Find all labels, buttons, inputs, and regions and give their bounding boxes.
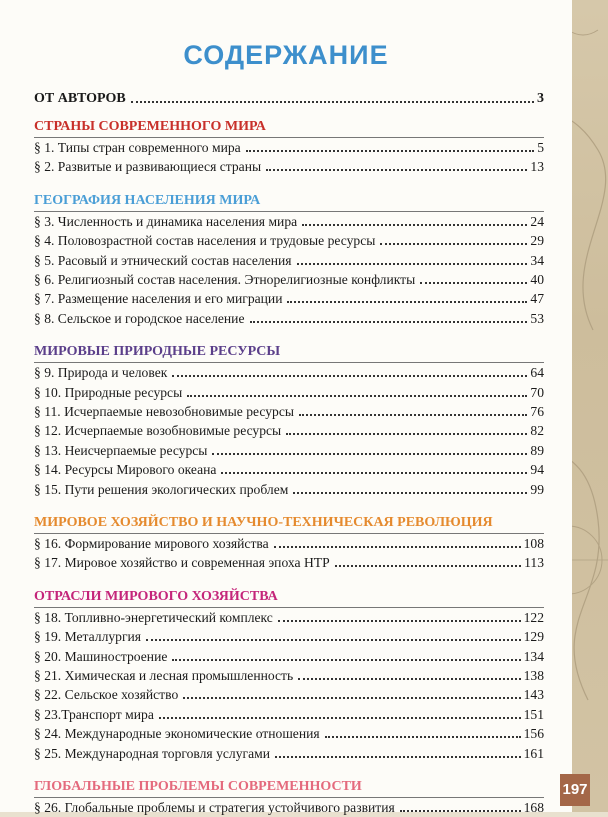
dot-leader — [221, 471, 527, 474]
toc-entry-page: 29 — [530, 233, 544, 249]
toc-entry-page: 82 — [530, 423, 544, 439]
dot-leader — [299, 413, 527, 416]
toc-entry-page: 99 — [530, 481, 544, 497]
toc-entry — [34, 459, 544, 479]
toc-entry-page: 134 — [523, 648, 544, 664]
toc-entry-label: § 16. Формирование мирового хозяйства — [34, 536, 269, 551]
dot-leader — [278, 619, 521, 622]
toc-entry-label: § 7. Размещение населения и его миграции — [34, 291, 283, 307]
toc-entry-page: 64 — [530, 365, 544, 381]
toc-entry-page: 113 — [524, 555, 544, 571]
toc-entry-label: § 23.Транспорт мира — [34, 706, 154, 722]
toc-entry-label: § 25. Международная торговля услугами — [34, 745, 270, 761]
toc-entry-page: 3 — [537, 91, 544, 106]
toc-entry-label: § 22. Сельское хозяйство — [34, 687, 179, 703]
toc-entry — [34, 797, 544, 817]
toc-entry-label: § 10. Природные ресурсы — [34, 384, 183, 400]
toc-entry-label: § 18. Топливно-энергетический комплекс — [34, 609, 273, 625]
dot-leader — [159, 716, 521, 719]
toc-entry — [34, 269, 544, 289]
dot-leader — [420, 281, 527, 284]
dot-leader — [172, 658, 520, 661]
toc-entry-page: 151 — [523, 706, 544, 722]
toc-entry — [34, 211, 544, 231]
toc-entry-label: § 19. Металлургия — [34, 629, 142, 645]
section-heading: МИРОВЫЕ ПРИРОДНЫЕ РЕСУРСЫ — [34, 344, 281, 360]
toc-entry-page: 129 — [523, 629, 544, 645]
toc-entry — [34, 420, 544, 440]
toc-entry-label: § 2. Развитые и развивающиеся страны — [34, 159, 262, 175]
toc-entry — [34, 533, 544, 553]
toc-entry-label: § 21. Химическая и лесная промышленность — [34, 668, 294, 683]
section-heading: МИРОВОЕ ХОЗЯЙСТВО И НАУЧНО-ТЕХНИЧЕСКАЯ РЕВОЛЮЦИЯ — [34, 515, 493, 530]
toc-entry — [34, 288, 544, 308]
toc-entry-label: § 15. Пути решения экологических проблем — [34, 481, 289, 497]
toc-entry-label: § 13. Неисчерпаемые ресурсы — [34, 442, 208, 458]
toc-entry — [34, 88, 544, 108]
toc-entry-page: 89 — [530, 442, 544, 458]
toc-entry-page: 122 — [523, 609, 544, 625]
toc-entry — [34, 250, 544, 270]
toc-entry — [34, 684, 544, 704]
toc-entry-label: ОТ АВТОРОВ — [34, 91, 126, 106]
dot-leader — [287, 300, 527, 303]
toc-entry — [34, 440, 544, 460]
toc-entry-label: § 4. Половозрастной состав населения и трудовые ресурсы — [34, 233, 376, 249]
toc-entry — [34, 308, 544, 328]
dot-leader — [293, 491, 527, 494]
dot-leader — [298, 677, 520, 680]
toc-entry — [34, 362, 544, 382]
toc-entry-label: § 14. Ресурсы Мирового океана — [34, 462, 217, 478]
toc-entry-page: 143 — [523, 687, 544, 703]
toc-entry-page: 34 — [530, 252, 544, 268]
dot-leader — [250, 320, 528, 323]
dot-leader — [302, 223, 527, 226]
toc-entry-page: 161 — [523, 745, 544, 761]
dot-leader — [335, 564, 521, 567]
toc-entry-page: 40 — [530, 272, 544, 287]
dot-leader — [187, 394, 527, 397]
toc-entry — [34, 552, 544, 572]
toc-entry — [34, 704, 544, 724]
toc-entry-page: 70 — [530, 384, 544, 400]
dot-leader — [183, 696, 520, 699]
toc-entry-label: § 24. Международные экономические отношения — [34, 726, 320, 742]
page-title: СОДЕРЖАНИЕ — [183, 40, 389, 70]
section-heading: СТРАНЫ СОВРЕМЕННОГО МИРА — [34, 119, 266, 134]
toc-entry-page: 138 — [523, 668, 544, 683]
toc-entry-page: 156 — [523, 726, 544, 742]
dot-leader — [266, 168, 527, 171]
toc-entry — [34, 156, 544, 176]
section-heading: ОТРАСЛИ МИРОВОГО ХОЗЯЙСТВА — [34, 588, 278, 604]
toc-entry-label: § 3. Численность и динамика населения мира — [34, 213, 298, 229]
toc-entry — [34, 382, 544, 402]
section-heading: ГЛОБАЛЬНЫЕ ПРОБЛЕМЫ СОВРЕМЕННОСТИ — [34, 779, 362, 794]
dot-leader — [246, 149, 535, 152]
toc-entry — [34, 743, 544, 763]
dot-leader — [275, 755, 521, 758]
page-number-badge: 197 — [560, 774, 590, 806]
toc-entry-label: § 20. Машиностроение — [34, 648, 168, 664]
toc-entry — [34, 646, 544, 666]
dot-leader — [286, 432, 527, 435]
dot-leader — [274, 545, 521, 548]
section-heading: ГЕОГРАФИЯ НАСЕЛЕНИЯ МИРА — [34, 192, 261, 208]
toc-entry-page: 168 — [523, 800, 544, 815]
toc-entry-label: § 26. Глобальные проблемы и стратегия устойчивого развития — [34, 800, 395, 815]
toc-entry — [34, 665, 544, 685]
toc-entry — [34, 230, 544, 250]
dot-leader — [297, 262, 528, 265]
toc-entry-page: 94 — [530, 462, 544, 478]
toc-entry-label: § 17. Мировое хозяйство и современная эпоха НТР — [34, 555, 330, 571]
dot-leader — [131, 100, 534, 103]
dot-leader — [172, 374, 527, 377]
toc-entry-page: 5 — [537, 140, 544, 155]
toc-entry-label: § 9. Природа и человек — [34, 365, 168, 381]
toc-entry — [34, 607, 544, 627]
toc-entry-label: § 12. Исчерпаемые возобновимые ресурсы — [34, 423, 282, 439]
toc-entry-page: 53 — [530, 310, 544, 326]
toc-entry — [34, 401, 544, 421]
toc-entry — [34, 723, 544, 743]
toc-entry-page: 13 — [530, 159, 544, 175]
toc-entry-page: 108 — [523, 536, 544, 551]
toc-entry-label: § 6. Религиозный состав населения. Этнорелигиозные конфликты — [34, 272, 416, 287]
toc-entry — [34, 479, 544, 499]
toc-entry — [34, 137, 544, 157]
toc-entry-label: § 8. Сельское и городское население — [34, 310, 245, 326]
toc-entry-page: 24 — [530, 213, 544, 229]
toc-entry-label: § 1. Типы стран современного мира — [34, 140, 241, 155]
toc-entry — [34, 626, 544, 646]
dot-leader — [380, 242, 527, 245]
dot-leader — [146, 638, 521, 641]
toc-entry-page: 76 — [530, 404, 544, 419]
toc-entry-label: § 11. Исчерпаемые невозобновимые ресурсы — [34, 404, 294, 419]
toc-entry-page: 47 — [530, 291, 544, 307]
dot-leader — [325, 735, 521, 738]
toc-entry-label: § 5. Расовый и этнический состав населения — [34, 252, 292, 268]
dot-leader — [212, 452, 527, 455]
